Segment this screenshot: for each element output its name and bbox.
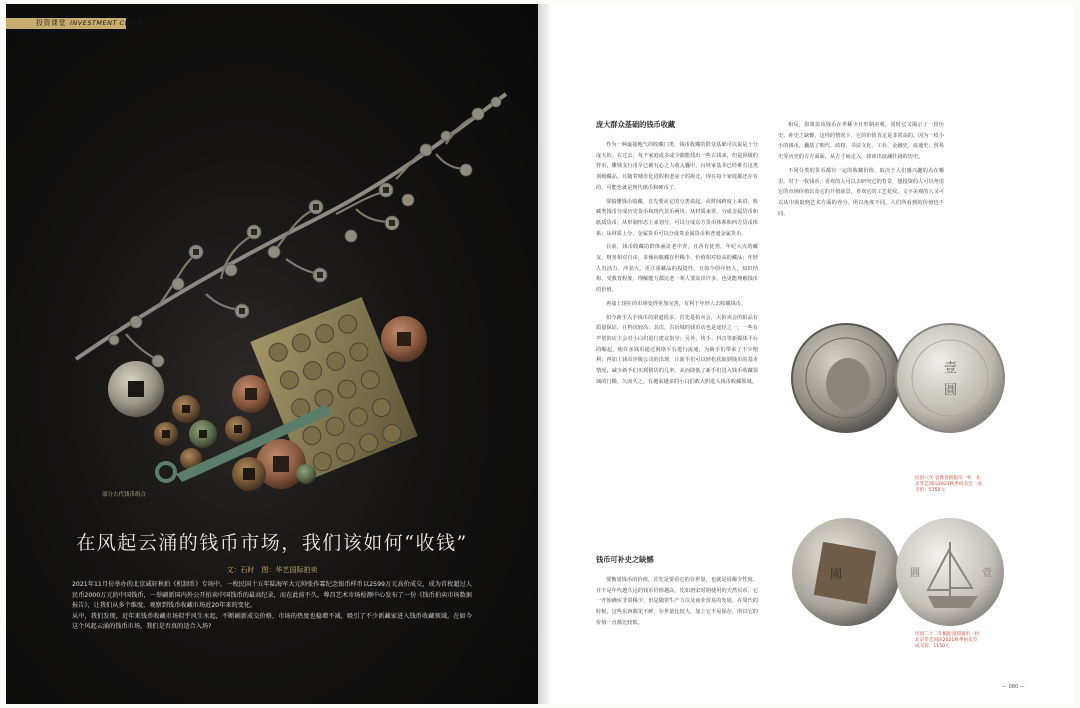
body-paragraph: 相反，如果说该钱币在世稀少且形制美观，同时它又揭示了一段历史、补史之缺憾，这样的情况下，它的价值肯定是非常高的。因为一枚小小的钱币，囊括了朝代、政权、书法文化、工业、金融史、流通史、贸易史等历史的方方面面，从方寸间走入，却读出波澜壮阔的历史。 xyxy=(778,122,945,161)
svg-text:圓: 圓 xyxy=(910,568,920,579)
coin-caption-2: 民国二十二年帆船壹圆银币一枚 北京华艺国际2021秋季拍卖会 成交价：1150元 xyxy=(915,632,984,650)
section-title-1: 庞大群众基础的钱币收藏 xyxy=(596,120,676,129)
ancient-coins-photo xyxy=(6,4,538,504)
lead-paragraph-2: 从中，我们发现，近年来钱币收藏市场似乎风生水起，不断刷新成交价格，市场的热度也稳增不减，吸引了不少新藏家进入钱币收藏领域。在如今这个风起云涌的钱币市场，我们是否真的适合入场? xyxy=(72,612,472,631)
article-headline: 在风起云涌的钱币市场，我们该如何“收钱” xyxy=(76,532,468,554)
body-paragraph: 要搞懂钱币收藏，首先要从它的分类说起。从时间跨度上来讲，收藏类钱币分成历史货币和现代货币两块；从材质来讲，分成金属货币和纸质货币；从形制形态上来划分，可以分成东方货币体系和西方货币体系；从材质上分，金属货币可以分成贵金属货币和普通金属货币。 xyxy=(596,198,758,237)
page-number: — 080 — xyxy=(1002,684,1025,690)
coin-caption-1: 民国八年 袁像壹圆银币一枚 北京华艺国际2021秋季拍卖会 成交价：5750元 xyxy=(915,476,982,494)
body-paragraph: 如今新手入手钱币的渠道很多，首先是拍卖会，大拍卖会的拍品有质量保证，且档次较高；其次，古玩城的钱币店也是途径之一，一些有声望的店主会对小白们进行建议指导；另外，快手、抖音等新媒体平台的崛起，使许多钱币通过网络平台进行流通，为新手们带来了不少便利；再加上钱币评级公司的出现，让新手们可以轻松获取到钱币的基本情况，减少新手们买到假货的几率。从而降低了新手们进入钱币收藏领域的门槛，久而久之，有越来越多的小白们敢大胆进入钱币收藏领域。 xyxy=(596,314,758,385)
section-tag-cn: 投资课堂 xyxy=(36,19,66,27)
page-gutter-shadow xyxy=(538,4,552,704)
junk-dollar-photo xyxy=(788,512,1008,642)
body-paragraph: 再加上现在的市场变得更加完善，有利于年轻人去收藏钱币。 xyxy=(606,300,747,307)
section-tag-en: INVESTMENT CLASS xyxy=(70,19,143,27)
lead-paragraph-1: 2021年11月份举办的北京诚轩秋拍《机制币》专场中，一枚民国十五年陆海军大元帅张作霖纪念银币样币以2599万元高价成交，成为首枚超过人民币2000万元的中国钱币，一举刷新国内外公开拍卖中国钱币的最高纪录，而在此前不久，尊昌艺术市场检测中心发布了一份《钱币拍卖市场数据报告》，让我们从多个维度，观察到钱币收藏市场近20年来的变化。 xyxy=(72,581,472,610)
yuan-shikai-dollar-photo xyxy=(788,320,1008,440)
text-column-1 xyxy=(596,120,758,390)
article-lead xyxy=(72,580,472,633)
left-page xyxy=(6,4,538,704)
svg-text:壹: 壹 xyxy=(944,361,958,376)
body-paragraph: 不同分类的货币都有一定的收藏价值，取决于人们感兴趣的点在哪里。对于一枚钱币，喜欢的人可以去研究它的背景，想投资的人可以考虑它的市场价值以及它的升值前景，喜欢它的工艺花纹、文字美观的人又可以从中汲取到艺术方面的养分。所以角度不同，人们所看到的价值也不同。 xyxy=(778,167,945,217)
svg-text:壹: 壹 xyxy=(982,568,992,579)
text-section-2 xyxy=(596,555,758,632)
svg-text:圓: 圓 xyxy=(944,383,958,398)
svg-text:國: 國 xyxy=(830,567,843,581)
photo-caption: 部分古代钱币组合 xyxy=(102,492,147,498)
text-column-2 xyxy=(778,120,944,222)
article-byline: 文：石时 图：华艺国际拍卖 xyxy=(226,566,318,574)
body-paragraph: 目前，钱币收藏的群体涵盖老中青，且各有优势。年纪大点的藏友，财务相对自由，多倾向收藏存世稀少、价值相对较高的藏品；年轻人有活力、冲劲大，更注重藏品的投资性。且如今的年轻人，知识结构、受教育程度、理解能力都比老一辈人要高出许多，也更能理解钱币的价值。 xyxy=(596,244,758,294)
section-title-2: 钱币可补史之缺憾 xyxy=(596,555,654,564)
body-paragraph: 作为一种最接地气的收藏门类，钱币收藏的群众基础可以说是十分庞大的。在过去，每个家庭或多或少都能找出一些古钱来，但是顶级的样币、雕钱支行币早已被有心之人收入囊中，百姓家基本已经难有这类顶级藏品。且随着城市化进程和老房子的拆迁，现在每个家庭都还存有的，可能也就是现代纸币和硬币了。 xyxy=(596,142,758,191)
body-paragraph: 要衡量钱币的价值，首先是要看它的存世量，也就是说稀少性度。并不是年代越久远的钱币价值越高，比如唐宋时期使用的天然贝币，它一开始确实非常稀少，但是随着生产力以及商业贸易的发展，在周代的时候，这些东西都见不鲜，存世量比较大，加上它不易保存，所以它的价值一直都比较低。 xyxy=(596,577,758,626)
